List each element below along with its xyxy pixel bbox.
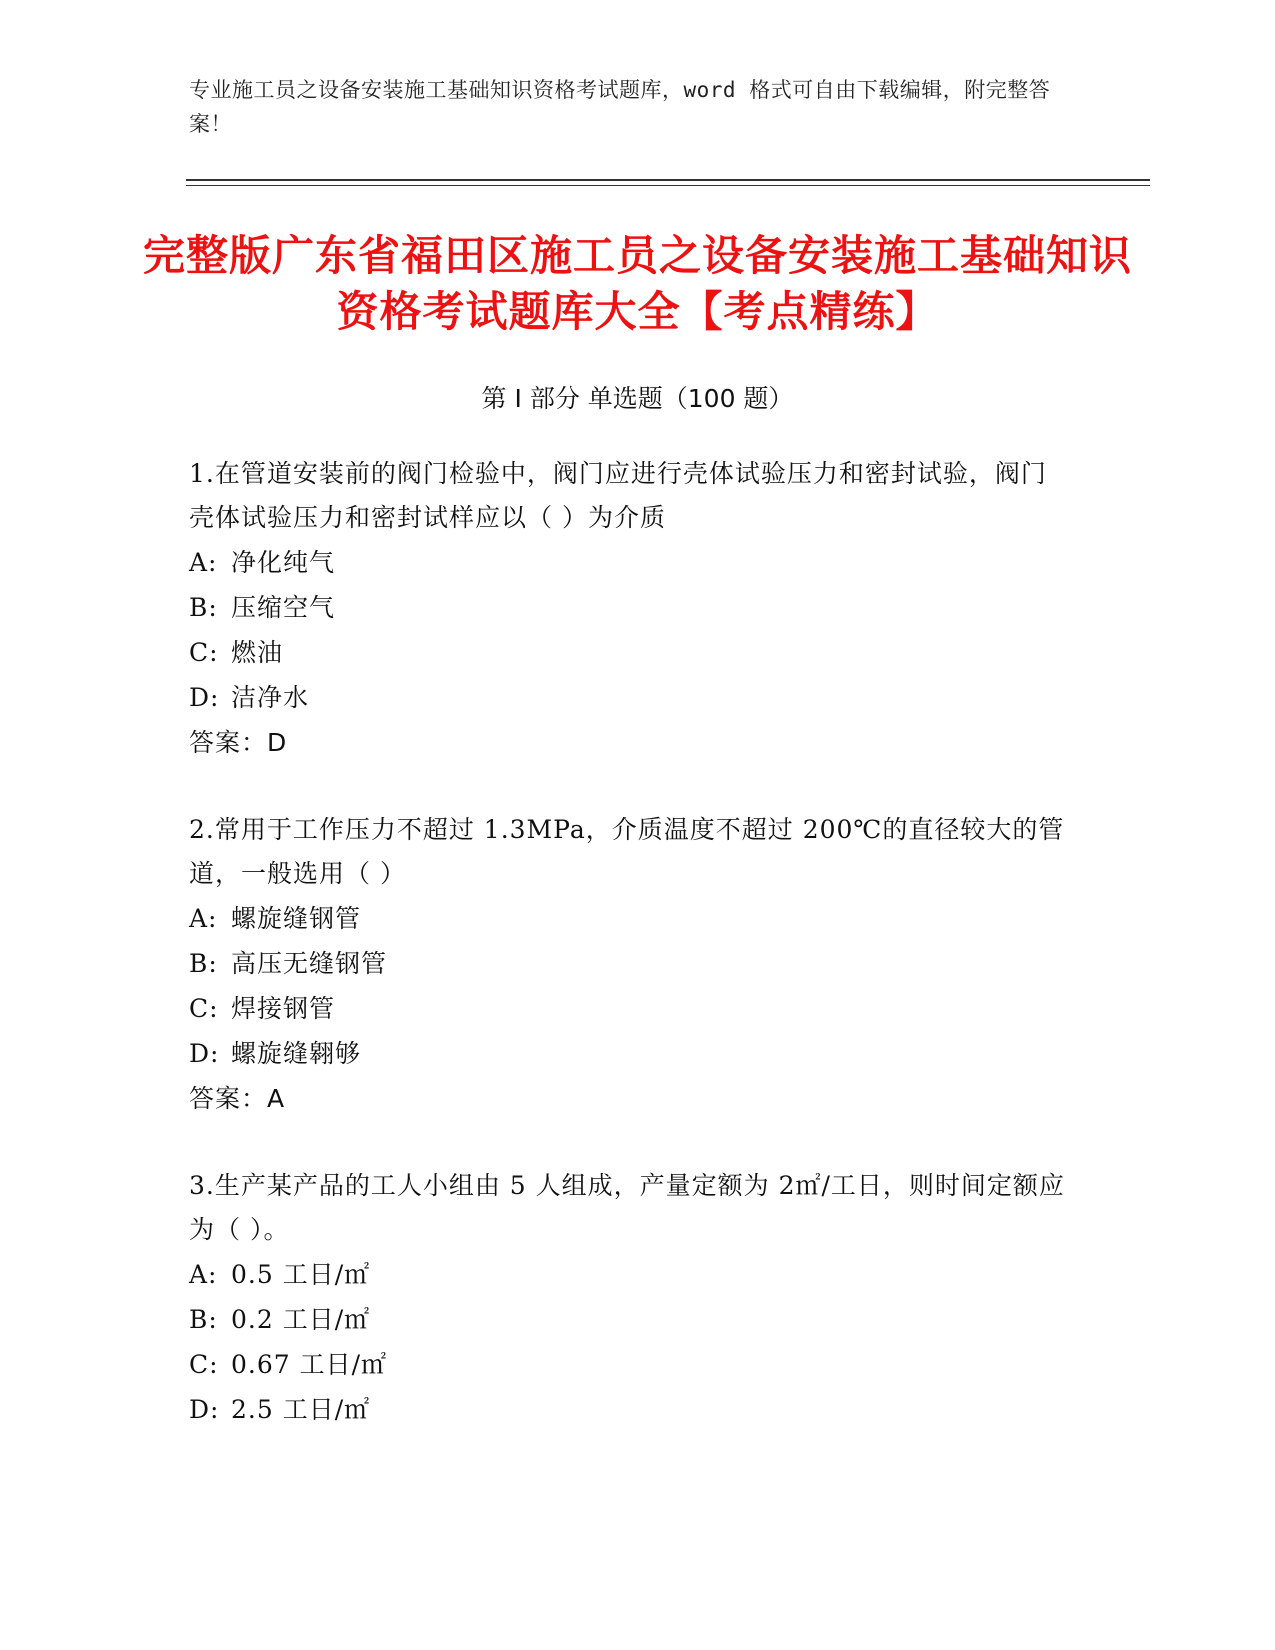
option-c xyxy=(189,1342,1069,1387)
option-text: 焊接钢管 xyxy=(231,994,336,1023)
question-text: 2.常用于工作压力不超过 1.3MPa，介质温度不超过 200℃的直径较大的管道，一般选用（ ） xyxy=(189,815,1065,888)
option-letter: C: xyxy=(189,638,219,667)
question-text: 1.在管道安装前的阀门检验中，阀门应进行壳体试验压力和密封试验，阀门壳体试验压力和密封试样应以（ ）为介质 xyxy=(189,459,1047,532)
option-a xyxy=(189,540,1069,585)
option-a xyxy=(189,1252,1069,1297)
option-d xyxy=(189,675,1069,720)
option-text: 压缩空气 xyxy=(231,593,336,622)
option-b xyxy=(189,1297,1069,1342)
option-d xyxy=(189,1031,1069,1076)
option-letter: D: xyxy=(189,1039,220,1068)
answer-value: D xyxy=(267,728,288,757)
option-d xyxy=(189,1387,1069,1432)
option-letter: C: xyxy=(189,994,219,1023)
option-a xyxy=(189,896,1069,941)
option-letter: B: xyxy=(189,949,218,978)
option-c xyxy=(189,630,1069,675)
option-text: 燃油 xyxy=(231,638,284,667)
header-rule-thin xyxy=(186,185,1150,186)
option-letter: B: xyxy=(189,593,218,622)
option-letter: C: xyxy=(189,1350,219,1379)
option-b xyxy=(189,941,1069,986)
answer-value: A xyxy=(267,1084,286,1113)
option-text: 0.5 工日/㎡ xyxy=(231,1260,371,1289)
option-text: 净化纯气 xyxy=(231,548,336,577)
option-text: 螺旋缝钢管 xyxy=(231,904,362,933)
option-text: 2.5 工日/㎡ xyxy=(231,1395,371,1424)
document-title: 完整版广东省福田区施工员之设备安装施工基础知识资格考试题库大全【考点精练】 xyxy=(142,231,1132,336)
question-text: 3.生产某产品的工人小组由 5 人组成，产量定额为 2㎡/工日，则时间定额应为（ ）。 xyxy=(189,1171,1065,1244)
option-text: 0.67 工日/㎡ xyxy=(231,1350,388,1379)
header-note: 专业施工员之设备安装施工基础知识资格考试题库，word 格式可自由下载编辑，附完整答案！ xyxy=(189,78,1051,136)
option-letter: A: xyxy=(189,904,218,933)
answer-label: 答案： xyxy=(189,728,268,757)
option-letter: A: xyxy=(189,1260,218,1289)
option-text: 螺旋缝翱够 xyxy=(231,1039,362,1068)
option-text: 0.2 工日/㎡ xyxy=(231,1305,371,1334)
option-letter: D: xyxy=(189,683,220,712)
question-3 xyxy=(189,1164,1069,1432)
question-1 xyxy=(189,452,1069,765)
option-text: 洁净水 xyxy=(231,683,310,712)
answer-line xyxy=(189,1076,1069,1121)
option-letter: D: xyxy=(189,1395,220,1424)
option-b xyxy=(189,585,1069,630)
section-title: 第 I 部分 单选题（100 题） xyxy=(481,384,794,413)
answer-line xyxy=(189,720,1069,765)
option-letter: B: xyxy=(189,1305,218,1334)
option-text: 高压无缝钢管 xyxy=(231,949,388,978)
answer-label: 答案： xyxy=(189,1084,268,1113)
option-c xyxy=(189,986,1069,1031)
option-letter: A: xyxy=(189,548,218,577)
question-2 xyxy=(189,808,1069,1121)
header-rule-thick xyxy=(186,179,1150,181)
